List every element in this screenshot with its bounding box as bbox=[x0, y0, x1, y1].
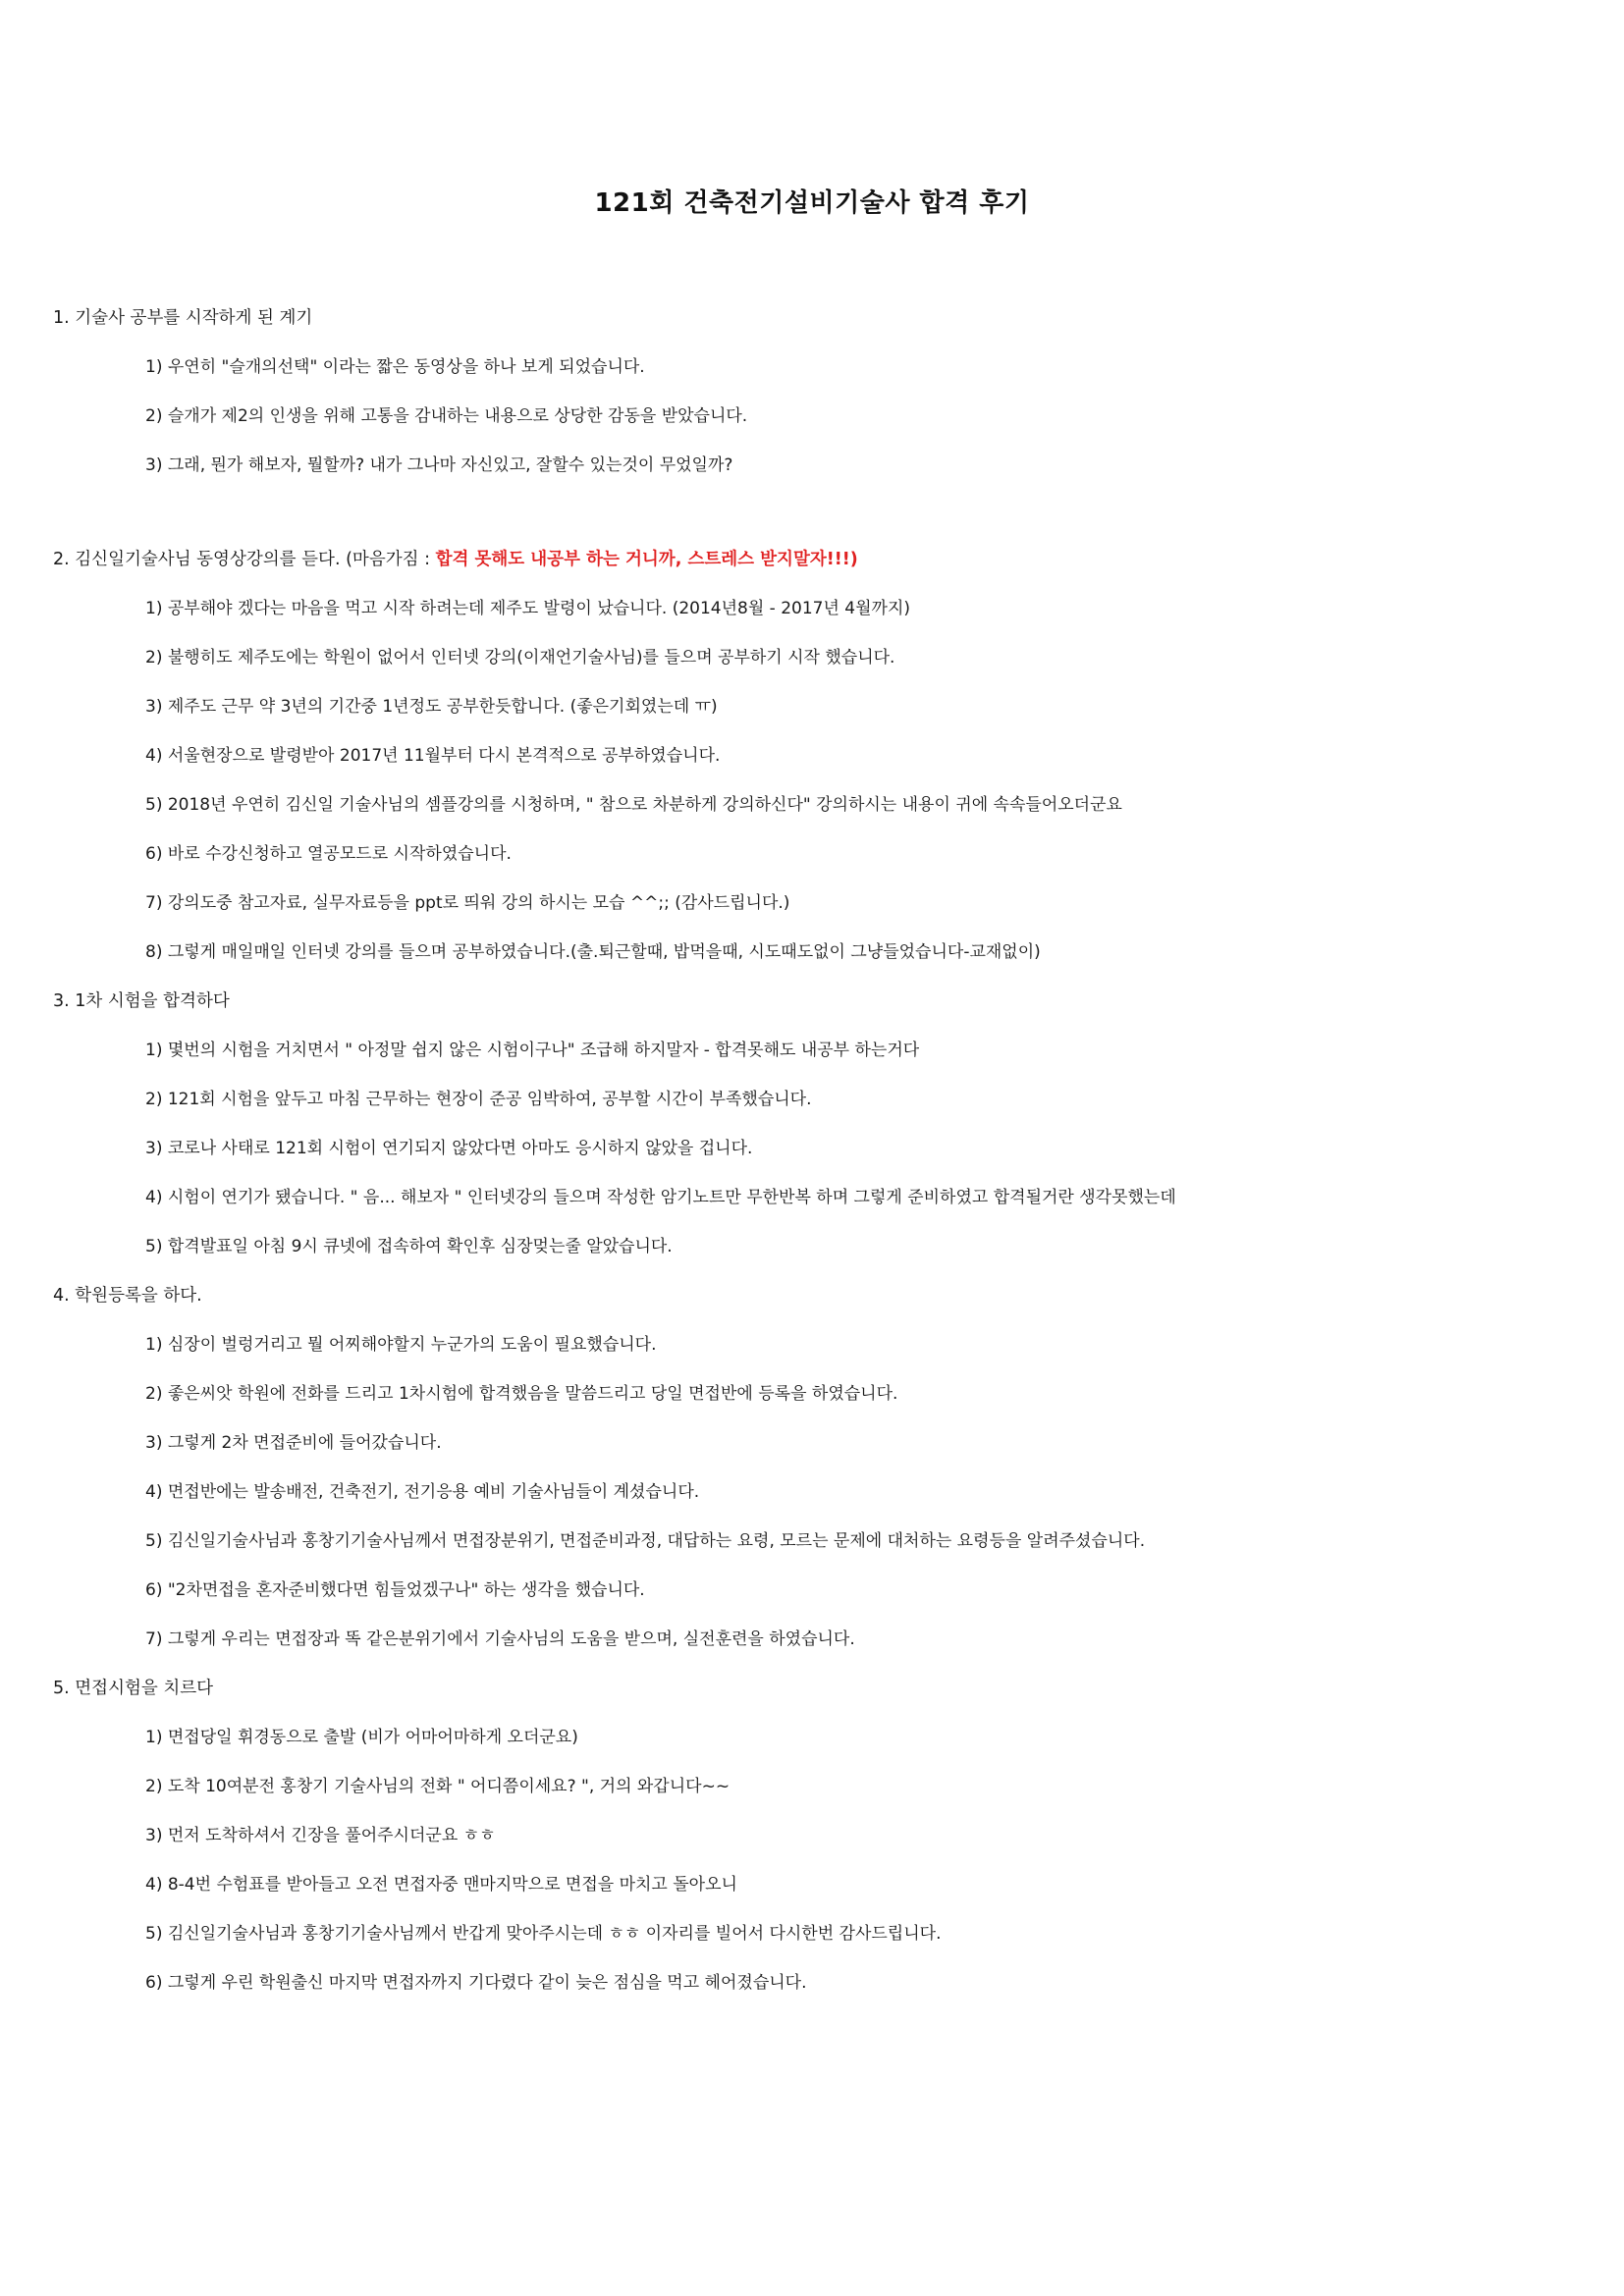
list-item: 7) 강의도중 참고자료, 실무자료등을 ppt로 띄워 강의 하시는 모습 ^^;; (감사드립니다.) bbox=[145, 893, 790, 913]
list-item: 2) 불행히도 제주도에는 학원이 없어서 인터넷 강의(이재언기술사님)를 들으며 공부하기 시작 했습니다. bbox=[145, 648, 895, 667]
list-item: 1) 면접당일 휘경동으로 출발 (비가 어마어마하게 오더군요) bbox=[145, 1728, 578, 1747]
list-item: 5) 합격발표일 아침 9시 큐넷에 접속하여 확인후 심장멎는줄 알았습니다. bbox=[145, 1237, 673, 1256]
section-heading-text: 3. 1차 시험을 합격하다 bbox=[53, 991, 230, 1011]
list-item: 4) 면접반에는 발송배전, 건축전기, 전기응용 예비 기술사님들이 계셨습니다. bbox=[145, 1482, 700, 1502]
list-item: 1) 우연히 "슬개의선택" 이라는 짧은 동영상을 하나 보게 되었습니다. bbox=[145, 357, 645, 377]
list-item: 2) 슬개가 제2의 인생을 위해 고통을 감내하는 내용으로 상당한 감동을 받았습니다. bbox=[145, 406, 748, 426]
list-item: 8) 그렇게 매일매일 인터넷 강의를 들으며 공부하였습니다.(출.퇴근할때, 밥먹을때, 시도때도없이 그냥들었습니다-교재없이) bbox=[145, 942, 1041, 962]
list-item: 1) 몇번의 시험을 거치면서 " 아정말 쉽지 않은 시험이구나" 조급해 하지말자 - 합격못해도 내공부 하는거다 bbox=[145, 1041, 920, 1060]
section-heading bbox=[53, 1282, 1585, 1309]
list-item: 7) 그렇게 우리는 면접장과 똑 같은분위기에서 기술사님의 도움을 받으며, 실전훈련을 하였습니다. bbox=[145, 1629, 855, 1649]
list-item: 6) 그렇게 우린 학원출신 마지막 면접자까지 기다렸다 같이 늦은 점심을 먹고 헤어졌습니다. bbox=[145, 1973, 807, 1993]
list-item: 5) 김신일기술사님과 홍창기기술사님께서 반갑게 맞아주시는데 ㅎㅎ 이자리를 빌어서 다시한번 감사드립니다. bbox=[145, 1924, 942, 1944]
section-heading-text: 2. 김신일기술사님 동영상강의를 듣다. (마음가짐 : bbox=[53, 550, 436, 569]
list-item: 3) 코로나 사태로 121회 시험이 연기되지 않았다면 아마도 응시하지 않았을 겁니다. bbox=[145, 1139, 753, 1158]
page-title: 121회 건축전기설비기술사 합격 후기 bbox=[594, 188, 1030, 218]
list-item: 1) 공부해야 겠다는 마음을 먹고 시작 하려는데 제주도 발령이 났습니다. (2014년8월 - 2017년 4월까지) bbox=[145, 599, 911, 618]
section-5 bbox=[53, 1675, 1585, 1997]
list-item: 2) 121회 시험을 앞두고 마침 근무하는 현장이 준공 임박하여, 공부할 시간이 부족했습니다. bbox=[145, 1090, 812, 1109]
list-item: 5) 김신일기술사님과 홍창기기술사님께서 면접장분위기, 면접준비과정, 대답하는 요령, 모르는 문제에 대처하는 요령등을 알려주셨습니다. bbox=[145, 1531, 1146, 1551]
section-heading bbox=[53, 304, 1585, 332]
section-heading bbox=[53, 1675, 1585, 1702]
section-heading-text: 1. 기술사 공부를 시작하게 된 계기 bbox=[53, 308, 313, 328]
list-item: 5) 2018년 우연히 김신일 기술사님의 셈플강의를 시청하며, " 참으로 차분하게 강의하신다" 강의하시는 내용이 귀에 속속들어오더군요 bbox=[145, 795, 1122, 815]
section-heading bbox=[53, 546, 1585, 573]
list-item: 2) 좋은씨앗 학원에 전화를 드리고 1차시험에 합격했음을 말씀드리고 당일 면접반에 등록을 하였습니다. bbox=[145, 1384, 898, 1404]
section-heading-text: 4. 학원등록을 하다. bbox=[53, 1286, 202, 1306]
section-heading bbox=[53, 988, 1585, 1015]
section-3 bbox=[53, 988, 1585, 1260]
list-item: 4) 서울현장으로 발령받아 2017년 11월부터 다시 본격적으로 공부하였습니다. bbox=[145, 746, 721, 766]
section-1 bbox=[53, 304, 1585, 479]
list-item: 3) 제주도 근무 약 3년의 기간중 1년정도 공부한듯합니다. (좋은기회였는데 ㅠ) bbox=[145, 697, 718, 717]
list-item: 1) 심장이 벌렁거리고 뭘 어찌해야할지 누군가의 도움이 필요했습니다. bbox=[145, 1335, 657, 1355]
list-item: 4) 8-4번 수험표를 받아들고 오전 면접자중 맨마지막으로 면접을 마치고 돌아오니 bbox=[145, 1875, 737, 1895]
section-heading-emphasis: 합격 못해도 내공부 하는 거니까, 스트레스 받지말자!!!) bbox=[435, 550, 858, 569]
list-item: 3) 그래, 뭔가 해보자, 뭘할까? 내가 그나마 자신있고, 잘할수 있는것이 무었일까? bbox=[145, 455, 733, 475]
document-body bbox=[53, 304, 1585, 2018]
list-item: 2) 도착 10여분전 홍창기 기술사님의 전화 " 어디쯤이세요? ", 거의 와갑니다~~ bbox=[145, 1777, 731, 1796]
list-item: 6) 바로 수강신청하고 열공모드로 시작하였습니다. bbox=[145, 844, 512, 864]
section-spacer bbox=[53, 501, 1585, 546]
section-4 bbox=[53, 1282, 1585, 1653]
section-heading-text: 5. 면접시험을 치르다 bbox=[53, 1679, 214, 1698]
list-item: 3) 먼저 도착하셔서 긴장을 풀어주시더군요 ㅎㅎ bbox=[145, 1826, 496, 1845]
list-item: 3) 그렇게 2차 면접준비에 들어갔습니다. bbox=[145, 1433, 442, 1453]
section-2 bbox=[53, 546, 1585, 966]
list-item: 4) 시험이 연기가 됐습니다. " 음... 해보자 " 인터넷강의 들으며 작성한 암기노트만 무한반복 하며 그렇게 준비하였고 합격될거란 생각못했는데 bbox=[145, 1188, 1176, 1207]
list-item: 6) "2차면접을 혼자준비했다면 힘들었겠구나" 하는 생각을 했습니다. bbox=[145, 1580, 645, 1600]
